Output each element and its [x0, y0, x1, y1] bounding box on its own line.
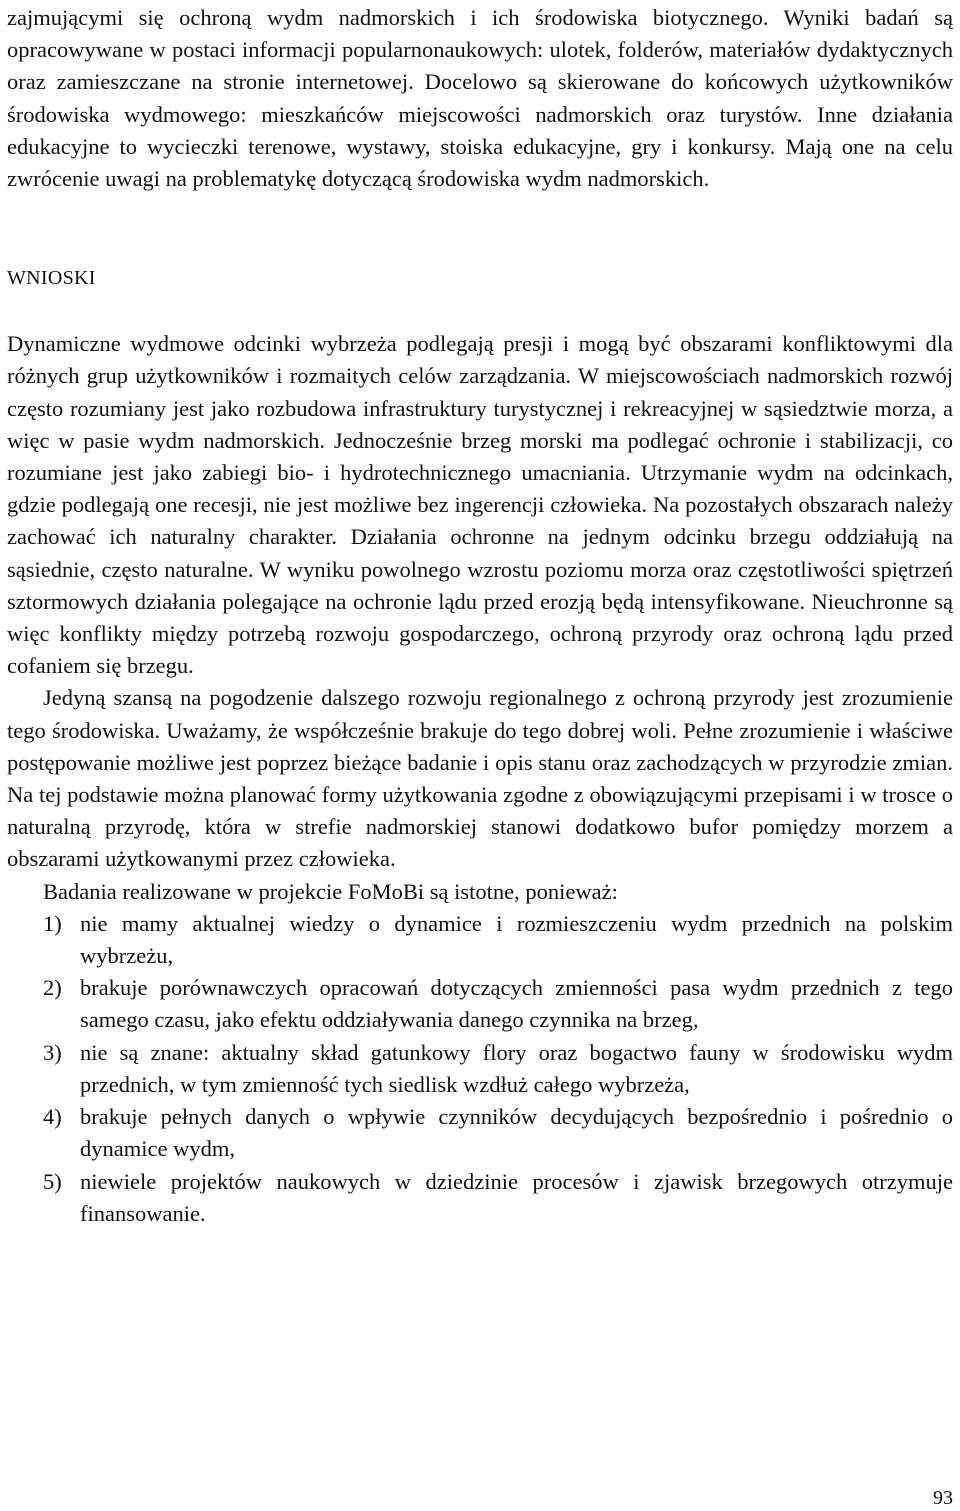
list-item-text: niewiele projektów naukowych w dziedzinie procesów i zjawisk brzegowych otrzymuje finansowanie.	[80, 1168, 953, 1226]
list-item-number: 5)	[43, 1168, 62, 1194]
page-number: 93	[933, 1487, 953, 1509]
opportunity-paragraph: Jedyną szansą na pogodzenie dalszego rozwoju regionalnego z ochroną przyrody jest zrozumienie tego środowiska. Uważamy, że współcześnie brakuje do tego dobrej woli. Pełne zrozumienie i właściwe postępowanie możliwe jest poprzez bieżące badanie i opis stanu oraz zachodzących w przyrodzie zmian. Na tej podstawie można planować formy użytkowania zgodne z obowiązującymi przepisami i w trosce o naturalną przyrodę, która w strefie nadmorskiej stanowi dodatkowo bufor pomiędzy morzem a obszarami użytkowanymi przez człowieka.	[7, 685, 953, 872]
list-item-number: 1)	[43, 910, 62, 936]
list-item-text: brakuje pełnych danych o wpływie czynników decydujących bezpośrednio i pośrednio o dynamice wydm,	[80, 1104, 953, 1162]
list-item-text: nie są znane: aktualny skład gatunkowy flory oraz bogactwo fauny w środowisku wydm przednich, w tym zmienność tych siedlisk wzdłuż całego wybrzeża,	[80, 1039, 953, 1097]
list-item-text: nie mamy aktualnej wiedzy o dynamice i rozmieszczeniu wydm przednich na polskim wybrzeżu,	[80, 910, 953, 969]
conclusions-paragraph: Dynamiczne wydmowe odcinki wybrzeża podlegają presji i mogą być obszarami konfliktowymi dla różnych grup użytkowników i rozmaitych celów zarządzania. W miejscowościach nadmorskich rozwój często rozumiany jest jako rozbudowa infrastruktury turystycznej i rekreacyjnej w sąsiedztwie morza, a więc w pasie wydm nadmorskich. Jednocześnie brzeg morski ma podlegać ochronie i stabilizacji, co rozumiane jest jako zabiegi bio- i hydrotechnicznego umacniania. Utrzymanie wydm na odcinkach, gdzie podlegają one recesji, nie jest możliwe bez ingerencji człowieka. Na pozostałych obszarach należy zachować ich naturalny charakter. Działania ochronne na jednym odcinku brzegu oddziałują na sąsiednie, często naturalne. W wyniku powolnego wzrostu poziomu morza oraz częstotliwości spiętrzeń sztormowych działania polegające na ochronie lądu przed erozją będą intensyfikowane. Nieuchronne są więc konflikty między potrzebą rozwoju gospodarczego, ochroną przyrody oraz ochroną lądu przed cofaniem się brzegu.	[7, 331, 953, 679]
list-item-number: 3)	[43, 1039, 62, 1065]
section-heading-conclusions: WNIOSKI	[7, 267, 96, 290]
list-item-number: 2)	[43, 975, 62, 1001]
list-intro-paragraph: Badania realizowane w projekcie FoMoBi są istotne, ponieważ:	[43, 878, 618, 904]
intro-paragraph: zajmującymi się ochroną wydm nadmorskich i ich środowiska biotycznego. Wyniki badań są opracowywane w postaci informacji popularnonaukowych: ulotek, folderów, materiałów dydaktycznych oraz zamieszczane na stronie internetowej. Docelowo są skierowane do końcowych użytkowników środowiska wydmowego: mieszkańców miejscowości nadmorskich oraz turystów. Inne działania edukacyjne to wycieczki terenowe, wystawy, stoiska edukacyjne, gry i konkursy. Mają one na celu zwrócenie uwagi na problematykę dotyczącą środowiska wydm nadmorskich.	[7, 5, 953, 192]
list-item	[7, 908, 953, 972]
list-item	[7, 1101, 953, 1165]
list-item	[7, 972, 953, 1036]
document-page	[7, 0, 953, 1230]
list-item-text: brakuje porównawczych opracowań dotyczących zmienności pasa wydm przednich z tego samego czasu, jako efektu oddziaływania danego czynnika na brzeg,	[80, 975, 953, 1033]
list-item	[7, 1037, 953, 1101]
list-item	[7, 1166, 953, 1230]
reasons-list	[7, 908, 953, 1230]
list-item-number: 4)	[43, 1104, 62, 1130]
